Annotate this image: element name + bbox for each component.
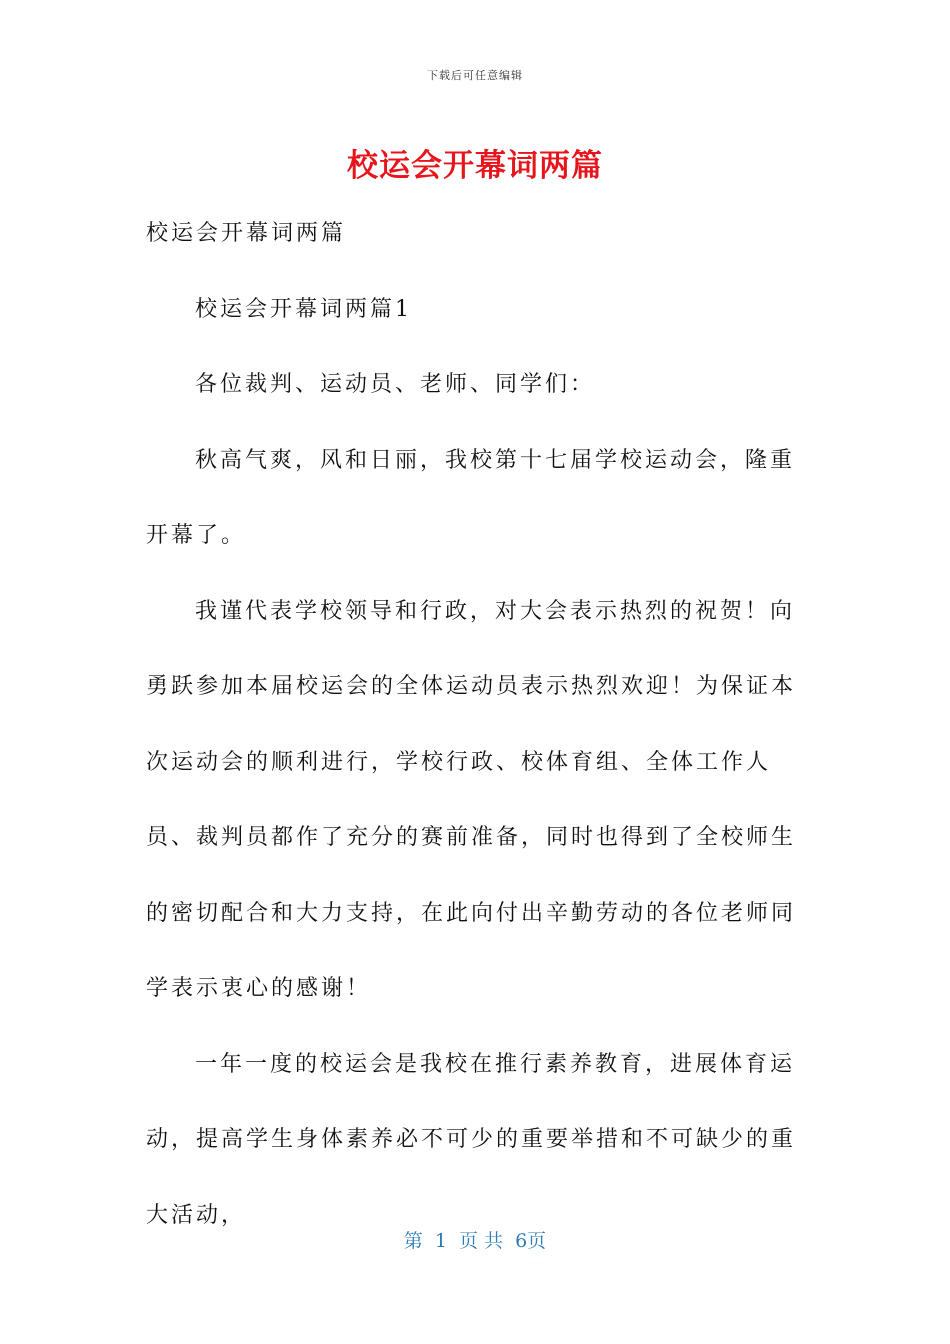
document-subtitle: 校运会开幕词两篇	[146, 221, 347, 246]
page-footer	[0, 1226, 950, 1253]
footer-prefix: 第	[403, 1230, 423, 1252]
paragraph: 秋高气爽，风和日丽，我校第十七届学校运动会，隆重开幕了。	[146, 447, 796, 548]
document-body	[146, 196, 806, 1253]
footer-total-pages: 6页	[515, 1230, 547, 1252]
paragraph: 我谨代表学校领导和行政，对大会表示热烈的祝贺！向勇跃参加本届校运会的全体运动员表示热烈欢迎！为保证本次运动会的顺利进行，学校行政、校体育组、全体工作人员、裁判员都作了充分的赛前准备，同时也得到了全校师生的密切配合和大力支持，在此向付出辛勤劳动的各位老师同学表示衷心的感谢！	[146, 598, 797, 1001]
footer-middle: 页 共	[459, 1230, 504, 1252]
paragraph: 校运会开幕词两篇1	[195, 296, 412, 322]
paragraph: 各位裁判、运动员、老师、同学们：	[195, 372, 596, 397]
footer-page-number: 1	[434, 1230, 447, 1252]
header-note: 下载后可任意编辑	[427, 69, 523, 82]
document-title: 校运会开幕词两篇	[347, 148, 603, 184]
paragraph: 一年一度的校运会是我校在推行素养教育，进展体育运动，提高学生身体素养必不可少的重要举措和不可缺少的重大活动，	[146, 1051, 797, 1228]
